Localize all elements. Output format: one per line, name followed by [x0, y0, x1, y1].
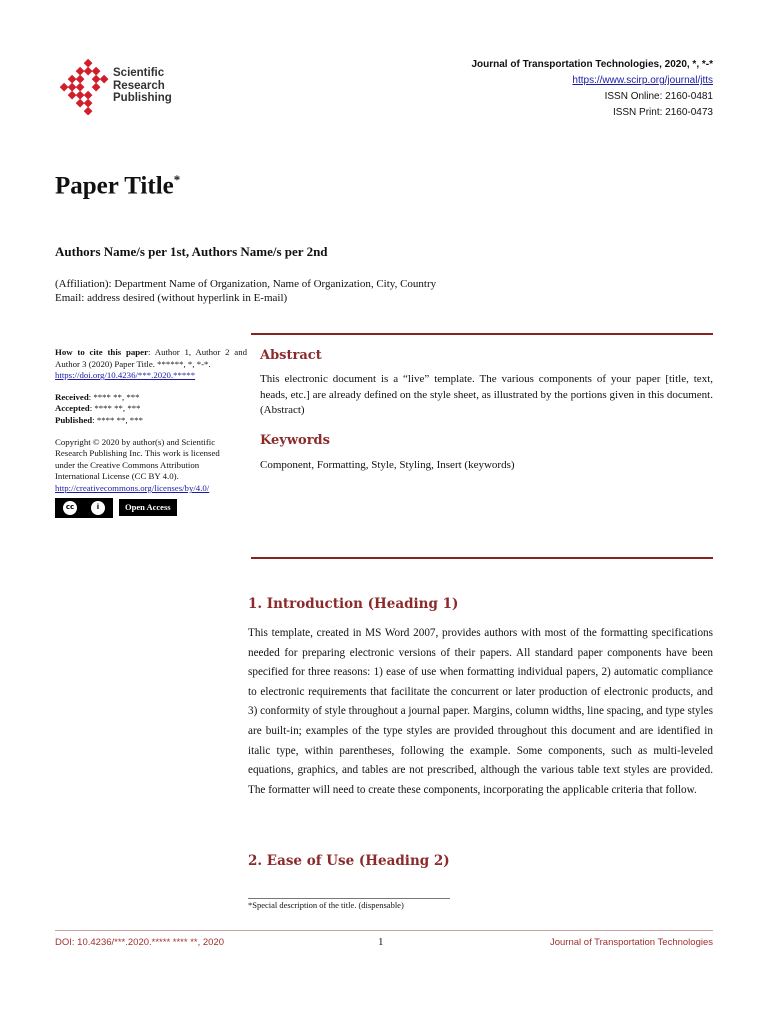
footer-rule: [55, 930, 713, 931]
logo-word-2: Research: [113, 79, 165, 92]
abstract-heading: Abstract: [260, 348, 322, 363]
logo-diamond: [68, 75, 77, 84]
logo-diamond: [84, 107, 93, 115]
logo-diamond: [76, 67, 85, 76]
srp-diamond-logo-icon: [55, 55, 115, 115]
published-date: [55, 415, 247, 427]
cc-by-badge[interactable]: [55, 498, 247, 518]
attribution-icon: i: [91, 501, 105, 515]
section-1-text: This template, created in MS Word 2007, provides authors with most of the formatting specifications needed for preparing electronic versions of their papers. All standard paper components have been specified for three reasons: 1) ease of use when formatting individual papers, 2) automatic compliance to electronic requirements that facilitate the concurrent or later production of electronic products, and 3) conformity of style throughout a journal paper. Margins, column widths, line spacing, and type styles are built-in; examples of the type styles are provided throughout this document and are identified in italic type, within parentheses, following the example. Some components, such as multi-leveled equations, graphics, and tables are not prescribed, although the various table text styles are provided. The formatter will need to create these components, incorporating the applicable criteria that follow.: [248, 627, 713, 796]
logo-diamond: [92, 75, 101, 84]
logo-diamond: [84, 59, 93, 68]
paper-title: [55, 172, 180, 200]
journal-line: Journal of Transportation Technologies, 2020, *, *-*: [471, 59, 713, 70]
sidebar: [55, 347, 247, 528]
accepted-date: [55, 403, 247, 415]
accepted-value: : **** **, ***: [89, 403, 141, 414]
received-value: : **** **, ***: [88, 391, 140, 402]
accepted-label: Accepted: [55, 403, 90, 414]
logo-diamond: [76, 75, 85, 84]
cite-text: : Author 1, Author 2 and Author 3 (2020) Paper Title. ******, *, *-*.: [55, 347, 247, 369]
logo-diamond: [76, 83, 85, 92]
footer-doi: DOI: 10.4236/***.2020.***** **** **, 2020: [55, 937, 225, 948]
logo-diamond: [100, 75, 109, 84]
logo-diamond: [84, 91, 93, 100]
abstract-text: This electronic document is a “live” template. The various components of your paper [title, text, heads, etc.] are already defined on the style sheet, as illustrated by the portions given in this document. (Abstract): [260, 373, 713, 416]
published-label: Published: [55, 414, 93, 425]
logo-diamond: [92, 67, 101, 76]
open-access-badge: Open Access: [119, 499, 177, 517]
section-2-heading: 2. Ease of Use (Heading 2): [248, 853, 450, 869]
footer-journal: Journal of Transportation Technologies: [549, 937, 713, 948]
logo-text: [113, 67, 172, 105]
logo-diamond: [76, 91, 85, 100]
logo-word-1: Scientific: [113, 67, 165, 79]
keywords-text: Component, Formatting, Style, Styling, Insert (keywords): [260, 459, 515, 471]
authors: Authors Name/s per 1st, Authors Name/s per 2nd: [55, 244, 328, 259]
page-number: 1: [378, 936, 384, 948]
published-value: : **** **, ***: [92, 414, 143, 425]
abstract-bottom-rule: [251, 557, 713, 559]
section-1-heading: 1. Introduction (Heading 1): [248, 596, 459, 612]
footnote-rule: [248, 898, 450, 899]
cc-icon: cc: [63, 501, 77, 515]
paper-title-text: Paper Title: [55, 172, 174, 200]
copyright-block: [55, 437, 247, 518]
license-link[interactable]: http://creativecommons.org/licenses/by/4.0/: [55, 482, 210, 493]
citation-block: [55, 347, 247, 382]
creative-commons-icon: [55, 498, 113, 518]
issn-online: ISSN Online: 2160-0481: [604, 91, 713, 102]
journal-info: [471, 57, 713, 121]
dates-block: [55, 392, 247, 427]
logo-diamond: [92, 83, 101, 92]
logo-word-3: Publishing: [113, 92, 172, 104]
logo-diamond: [68, 91, 77, 100]
cite-label: How to cite this paper: [55, 347, 148, 357]
logo-diamond: [68, 83, 77, 92]
received-date: [55, 392, 247, 404]
received-label: Received: [55, 391, 89, 402]
affiliation: [55, 277, 436, 305]
logo-diamond: [84, 67, 93, 76]
logo-diamond: [60, 83, 69, 92]
logo-diamond: [84, 99, 93, 108]
keywords-heading: Keywords: [260, 433, 330, 448]
publisher-logo: [55, 55, 180, 115]
title-footnote-mark: *: [173, 172, 181, 187]
footnote: *Special description of the title. (dispensable): [248, 900, 404, 910]
abstract-top-rule: [251, 333, 713, 335]
logo-diamond: [76, 99, 85, 108]
journal-url-link[interactable]: https://www.scirp.org/journal/jtts: [572, 75, 713, 86]
affiliation-line: (Affiliation): Department Name of Organization, Name of Organization, City, Country: [55, 278, 437, 290]
cite-doi-link[interactable]: https://doi.org/10.4236/***.2020.*****: [55, 370, 196, 381]
issn-print: ISSN Print: 2160-0473: [612, 107, 713, 118]
copyright-text: Copyright © 2020 by author(s) and Scientific Research Publishing Inc. This work is licensed under the Creative Commons Attribution International License (CC BY 4.0).: [55, 436, 220, 482]
email-line: Email: address desired (without hyperlink in E-mail): [55, 292, 288, 304]
